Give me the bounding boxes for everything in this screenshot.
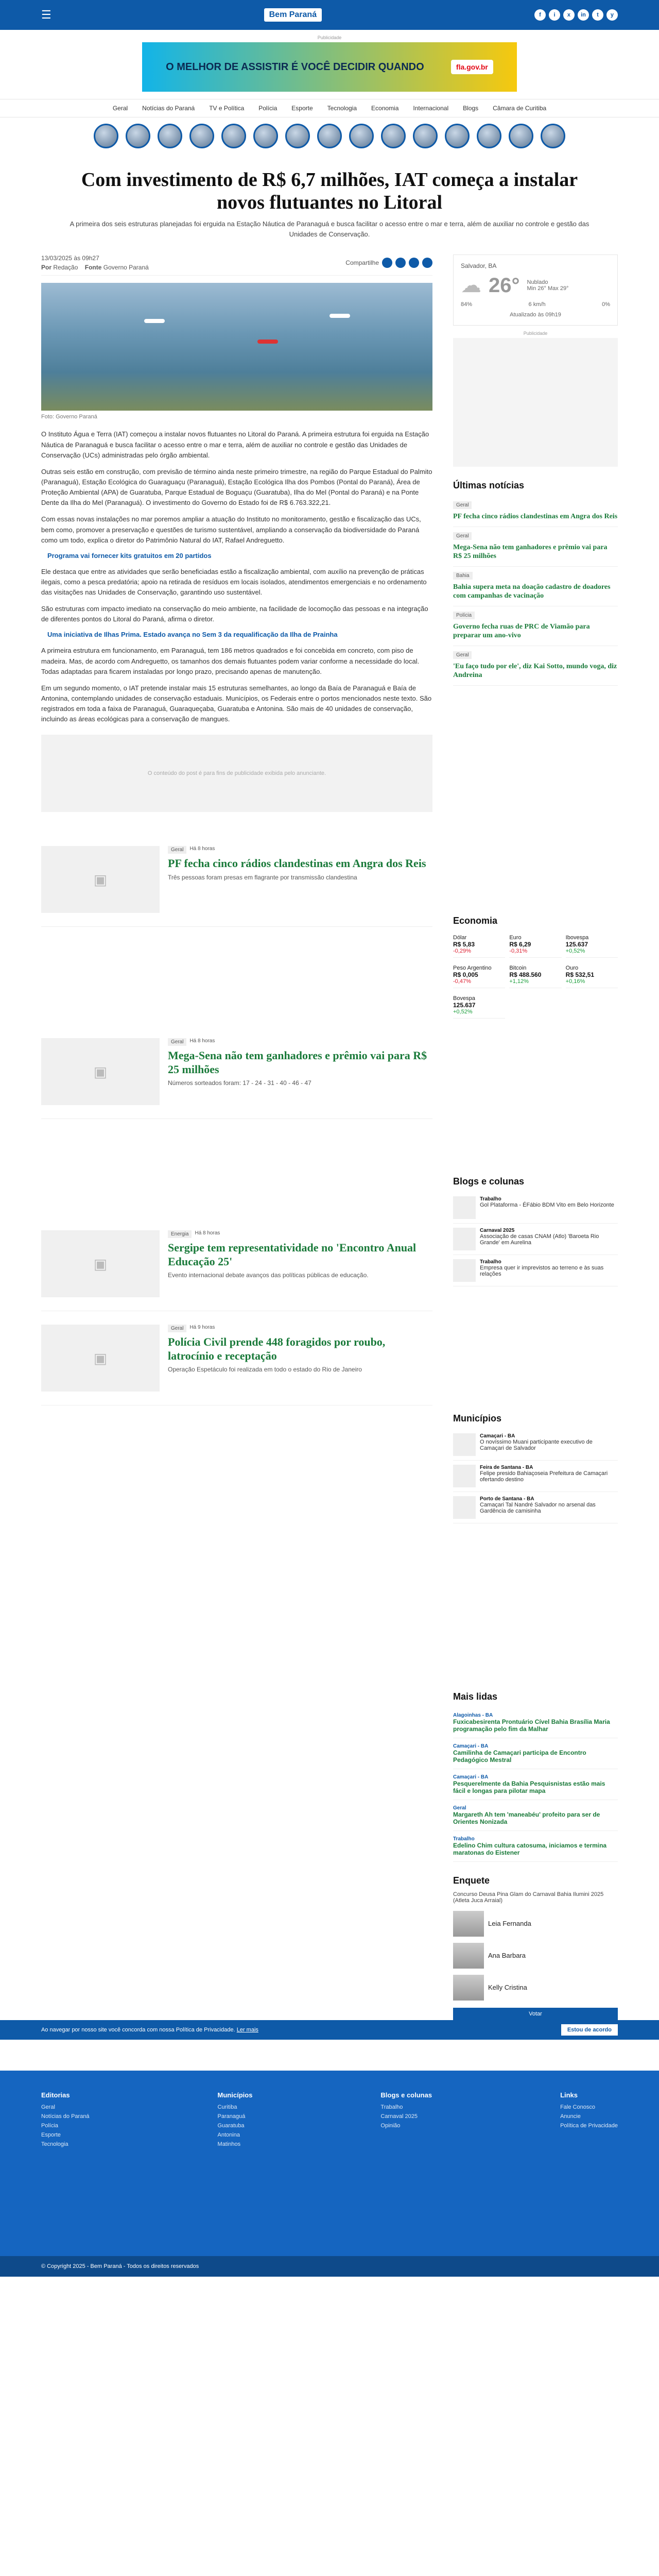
article-date: 13/03/2025 às 09h27 [41,255,99,262]
card-tag: Energia Há 8 horas [168,1230,432,1238]
cookie-banner [0,2020,659,2040]
card-desc: Números sorteados foram: 17 - 24 - 31 - 40 - 46 - 47 [168,1079,311,1087]
econ-item: Bovespa 125.637 +0,52% [453,992,505,1019]
cookie-accept-button[interactable]: Estou de acordo [561,2024,618,2036]
story-avatar[interactable] [541,124,565,148]
most-heading: Mais lidas [453,1691,498,1702]
poll-question: Concurso Deusa Pina Glam do Carnaval Bahia Ilumini 2025 (Atleta Juca Arraial) [453,1891,604,1904]
card-desc: Operação Espetáculo foi realizada em todo o estado do Rio de Janeiro [168,1366,362,1374]
image-placeholder-icon: ▣ [41,1325,160,1392]
vote-button[interactable]: Votar [453,2008,618,2020]
ad-disclaimer: O conteúdo do post é para fins de publicidade exibida pelo anunciante. [147,770,326,777]
share-telegram-icon[interactable] [422,258,432,268]
nav-item[interactable]: Tecnologia [327,105,357,112]
footer-col: Blogs e colunas Trabalho Carnaval 2025 Opinião [380,2091,432,2129]
avatar [453,1433,476,1456]
content-container [41,255,618,2020]
main-column [41,255,432,2020]
weather-desc: Nublado [527,279,548,286]
story-avatar[interactable] [349,124,374,148]
ad-text: O MELHOR DE ASSISTIR É VOCÊ DECIDIR QUANDO [166,61,424,73]
avatar [453,1228,476,1250]
facebook-icon[interactable]: f [534,9,546,21]
story-avatar[interactable] [158,124,182,148]
menu-icon[interactable]: ☰ [41,8,51,21]
story-avatar[interactable] [221,124,246,148]
image-placeholder-icon: ▣ [41,1038,160,1105]
paragraph: Em um segundo momento, o IAT pretende instalar mais 15 estruturas semelhantes, ao longo da Baía de Paranaguá e Baía de Antonina, contemplando unidades de conservação estaduais. Municípios, os Federais entre o portos mencionados neste texto. São registrados em toda a faixa de Paranaguá, Guaraqueçaba, Guaratuba e Antonina. São mais de 40 unidades de conservação, incluindo as áreas ecológicas para a conservação de mangues. [41,684,432,723]
avatar [453,1465,476,1487]
image-caption: Foto: Governo Paraná [41,414,97,420]
latest-item[interactable]: Bahia Bahia supera meta na doação cadastro de doadores com campanhas de vacinação [453,567,618,606]
avatar [453,1496,476,1519]
hero-image [41,283,432,411]
cookie-link[interactable]: Ler mais [236,2026,258,2033]
option-photo [453,1943,484,1969]
latest-heading: Últimas notícias [453,480,525,491]
card-title[interactable]: Polícia Civil prende 448 foragidos por roubo, latrocínio e receptação [168,1335,386,1362]
instagram-icon[interactable]: i [549,9,560,21]
weather-min: Min 26° [527,285,546,292]
card-title[interactable]: PF fecha cinco rádios clandestinas em Angra dos Reis [168,857,426,870]
telegram-icon[interactable]: t [592,9,603,21]
story-avatar[interactable] [413,124,438,148]
wind: 6 km/h [528,301,546,308]
econ-heading: Economia [453,915,498,926]
weather-widget [453,255,618,326]
nav-item[interactable]: Polícia [258,105,278,112]
article-author[interactable]: Redação [53,264,78,272]
weather-updated: Atualizado às 09h19 [510,312,561,318]
story-avatar[interactable] [94,124,118,148]
card-title[interactable]: Sergipe tem representatividade no 'Encontro Anual Educação 25' [168,1241,417,1268]
most-item[interactable]: Trabalho Edelino Chim cultura catosuma, iniciamos e termina maratonas do Eistener [453,1831,618,1862]
weather-details [461,301,610,308]
social-links [534,9,618,21]
share-whatsapp-icon[interactable] [382,258,392,268]
nav-item[interactable]: Blogs [463,105,479,112]
share-bar [345,258,432,268]
related-link[interactable]: Programa vai fornecer kits gratuitos em 20 partidos [47,551,212,560]
image-placeholder-icon: ▣ [41,846,160,913]
stories-row [0,117,659,155]
paragraph: O Instituto Água e Terra (IAT) começou a instalar novos flutuantes no Litoral do Paraná. A primeira estrutura foi erguida na Estação Náutica de Paranaguá e busca facilitar o acesso entre o mar e terra, além de auxiliar no controle e gestão das Unidades de Conservação (UCs) administradas pelo órgão ambiental. [41,430,429,459]
related-card[interactable] [41,1217,432,1311]
linkedin-icon[interactable]: in [578,9,589,21]
most-item[interactable]: Camaçari - BA Camilinha de Camaçari participa de Encontro Pedagógico Mestral [453,1738,618,1769]
card-desc: Evento internacional debate avanços das políticas públicas de educação. [168,1272,369,1279]
ad-brand: fla.gov.br [451,60,493,74]
card-title[interactable]: Mega-Sena não tem ganhadores e prêmio vai para R$ 25 milhões [168,1049,427,1076]
nav-item[interactable]: Economia [371,105,399,112]
most-item[interactable]: Alagoinhas - BA Fuxicabesirenta Prontuário Cível Bahia Brasília Maria programação pelo fim da Malhar [453,1707,618,1738]
cookie-text: Ao navegar por nosso site você concorda com nossa Política de Privacidade. [41,2026,235,2033]
story-avatar[interactable] [189,124,214,148]
author-label: Por [41,264,52,272]
weather-city[interactable]: Salvador, BA [461,262,497,270]
article-source: Governo Paraná [103,264,149,272]
munis-heading: Municípios [453,1413,501,1423]
story-avatar[interactable] [253,124,278,148]
paragraph: A primeira estrutura em funcionamento, em Paranaguá, tem 186 metros quadrados e foi concebida em concreto, com piso de madeira. Mas, de acordo com Andreguetto, os tamanhos dos demais flutuantes podem variar conforme a necessidade do local. Todas adaptadas para ficarem instaladas por longo prazo, precisando apenas de manutenção. [41,647,420,675]
paragraph: São estruturas com impacto imediato na conservação do meio ambiente, na facilidade de locomoção das pessoas e na integração de diferentes pontos do Litoral do Paraná, afirma o diretor. [41,605,428,623]
cloud-icon: ☁ [461,274,481,297]
poll-heading: Enquete [453,1875,490,1886]
poll-option[interactable]: Ana Barbara [453,1940,618,1972]
boat-shape [257,340,278,344]
story-avatar[interactable] [126,124,150,148]
avatar [453,1196,476,1219]
blog-item[interactable]: Carnaval 2025 Associação de casas CNAM (Atlo) 'Baroeta Rio Grande' em Aurelina [453,1224,618,1255]
source-label: Fonte [84,264,102,272]
paragraph: Com essas novas instalações no mar poremos ampliar a atuação do Instituto no monitoramento, gestão e fiscalização das UCs, bem como, promover a preservação e questões de turismo sustentável, ampliando a conservação da biodiversidade do Paraná como um todo, explica o diretor do Patrimônio Natural do IAT, Rafael Andreguetto. [41,515,421,544]
share-x-icon[interactable] [409,258,419,268]
nav-item[interactable]: Câmara de Curitiba [493,105,547,112]
footer [0,2071,659,2256]
card-tag: Geral Há 9 horas [168,1325,432,1332]
weather-temp: 26° [489,274,520,297]
card-tag: Geral Há 8 horas [168,846,426,854]
nav-item[interactable]: Esporte [291,105,313,112]
blogs-heading: Blogs e colunas [453,1176,525,1187]
article-title: Com investimento de R$ 6,7 milhões, IAT começa a instalar novos flutuantes no Litoral [81,169,578,213]
top-bar [0,0,659,30]
nav-item[interactable]: TV e Política [209,105,245,112]
most-item[interactable]: Camaçari - BA Pesquerelmente da Bahia Pesquisnistas estão mais fácil e longas para pilotar mapa [453,1769,618,1800]
related-card[interactable] [41,833,432,927]
side-ad[interactable] [453,338,618,467]
econ-grid [453,931,618,1019]
blog-item[interactable]: Trabalho Gol Plataforma - ÉFábio BDM Vito em Belo Horizonte [453,1192,618,1224]
article-body [41,429,432,724]
econ-item: Ibovespa 125.637 +0,52% [566,931,618,958]
latest-item[interactable]: Polícia Governo fecha ruas de PRC de Viamão para preparar um ano-vivo [453,606,618,646]
article-meta [41,255,432,276]
latest-item[interactable]: Geral Mega-Sena não tem ganhadores e prêmio vai para R$ 25 milhões [453,527,618,567]
card-tag: Geral Há 8 horas [168,1038,432,1046]
option-photo [453,1911,484,1937]
ad-label: Publicidade [317,35,342,40]
footer-col: Editorias Geral Notícias do Paraná Polícia Esporte Tecnologia [41,2091,90,2147]
nav-item[interactable]: Geral [112,105,128,112]
econ-item: Peso Argentino R$ 0,005 -0,47% [453,962,505,988]
story-avatar[interactable] [509,124,533,148]
related-link[interactable]: Uma iniciativa de Ilhas Prima. Estado avança no Sem 3 da requalificação da Ilha de Prainha [47,631,338,639]
option-photo [453,1975,484,2001]
story-avatar[interactable] [477,124,501,148]
humidity: 84% [461,301,473,308]
boat-shape [144,319,165,323]
paragraph: Ele destaca que entre as atividades que serão beneficiadas estão a fiscalização ambiental, com auxílio na prevenção de práticas ilegais, como a pesca predatória; apoio na retirada de resíduos em locais isolados, atendimentos emergenciais e no ordenamento das visitações nas Unidades de Conservação, garantindo uso sustentável. [41,567,427,597]
muni-item[interactable]: Camaçari - BA O novíssimo Muani participante executivo de Camaçari de Salvador [453,1429,618,1461]
story-avatar[interactable] [317,124,342,148]
main-nav [0,99,659,117]
sidebar [453,255,618,2020]
footer-col: Links Fale Conosco Anuncie Política de Privacidade [560,2091,618,2129]
blog-item[interactable]: Trabalho Empresa quer ir imprevistos ao terreno e às suas relações [453,1255,618,1286]
most-item[interactable]: Geral Margareth Ah tem 'maneabéu' profeito para ser de Orientes Nonizada [453,1800,618,1831]
boat-shape [330,314,350,318]
youtube-icon[interactable]: y [606,9,618,21]
card-desc: Três pessoas foram presas em flagrante por transmissão clandestina [168,873,357,881]
latest-item[interactable]: Geral 'Eu faço tudo por ele', diz Kai Sotto, mundo voga, diz Andreina [453,646,618,686]
ad-label: Publicidade [523,331,548,336]
econ-item: Ouro R$ 532,51 +0,16% [566,962,618,988]
story-avatar[interactable] [381,124,406,148]
nav-item[interactable]: Internacional [413,105,449,112]
paragraph: Outras seis estão em construção, com previsão de término ainda neste primeiro trimestre, na região do Parque Estadual do Palmito (Paranaguá), Estação Ecológica do Guaraguaçu (Paranaguá), Estação Ecológica Ilha dos Pombos (Pontal do Paraná), Área de Proteção Ambiental (APA) de Guaratuba, Parque Estadual de Boguaçu (Guaratuba), Ilha do Mel (Pontal do Paraná) e na Ponte Dente da Ilha do Mel (Paranaguá). O investimento do Governo do Estado foi de R$ 6.763.322,21. [41,467,432,507]
poll-option[interactable]: Kelly Cristina [453,1972,618,2004]
copyright: © Copyright 2025 - Bem Paraná - Todos os direitos reservados [0,2256,659,2277]
story-avatar[interactable] [445,124,470,148]
avatar [453,1259,476,1282]
inline-ad[interactable] [41,735,432,812]
x-icon[interactable]: x [563,9,575,21]
share-facebook-icon[interactable] [395,258,406,268]
related-card[interactable] [41,1025,432,1119]
story-avatar[interactable] [285,124,310,148]
footer-col: Municípios Curitiba Paranaguá Guaratuba Antonina Matinhos [217,2091,253,2147]
latest-item[interactable]: Geral PF fecha cinco rádios clandestinas em Angra dos Reis [453,496,618,527]
muni-item[interactable]: Feira de Santana - BA Felipe presido Bahiaçoseia Prefeitura de Camaçari ofertando destino [453,1461,618,1492]
muni-item[interactable]: Porto de Santana - BA Camaçari Tal Nandré Salvador no arsenal das Gardência de camisinha [453,1492,618,1523]
econ-item: Dólar R$ 5,83 -0,29% [453,931,505,958]
image-placeholder-icon: ▣ [41,1230,160,1297]
article-subtitle: A primeira dos seis estruturas planejadas foi erguida na Estação Náutica de Paranaguá e busca facilitar o acesso entre o mar e terra, além de auxiliar no controle e gestão das Unidades de Conservação. [70,220,589,238]
rain-chance: 0% [602,301,610,308]
poll-option[interactable]: Leia Fernanda [453,1908,618,1940]
site-logo[interactable]: Bem Paraná [264,8,322,22]
econ-item: Euro R$ 6,29 -0,31% [509,931,561,958]
share-label: Compartilhe [345,259,379,267]
nav-item[interactable]: Notícias do Paraná [142,105,195,112]
econ-item: Bitcoin R$ 488.560 +1,12% [509,962,561,988]
top-banner-ad[interactable] [142,42,517,92]
weather-max: Max 29° [547,285,569,292]
related-card[interactable] [41,1311,432,1405]
